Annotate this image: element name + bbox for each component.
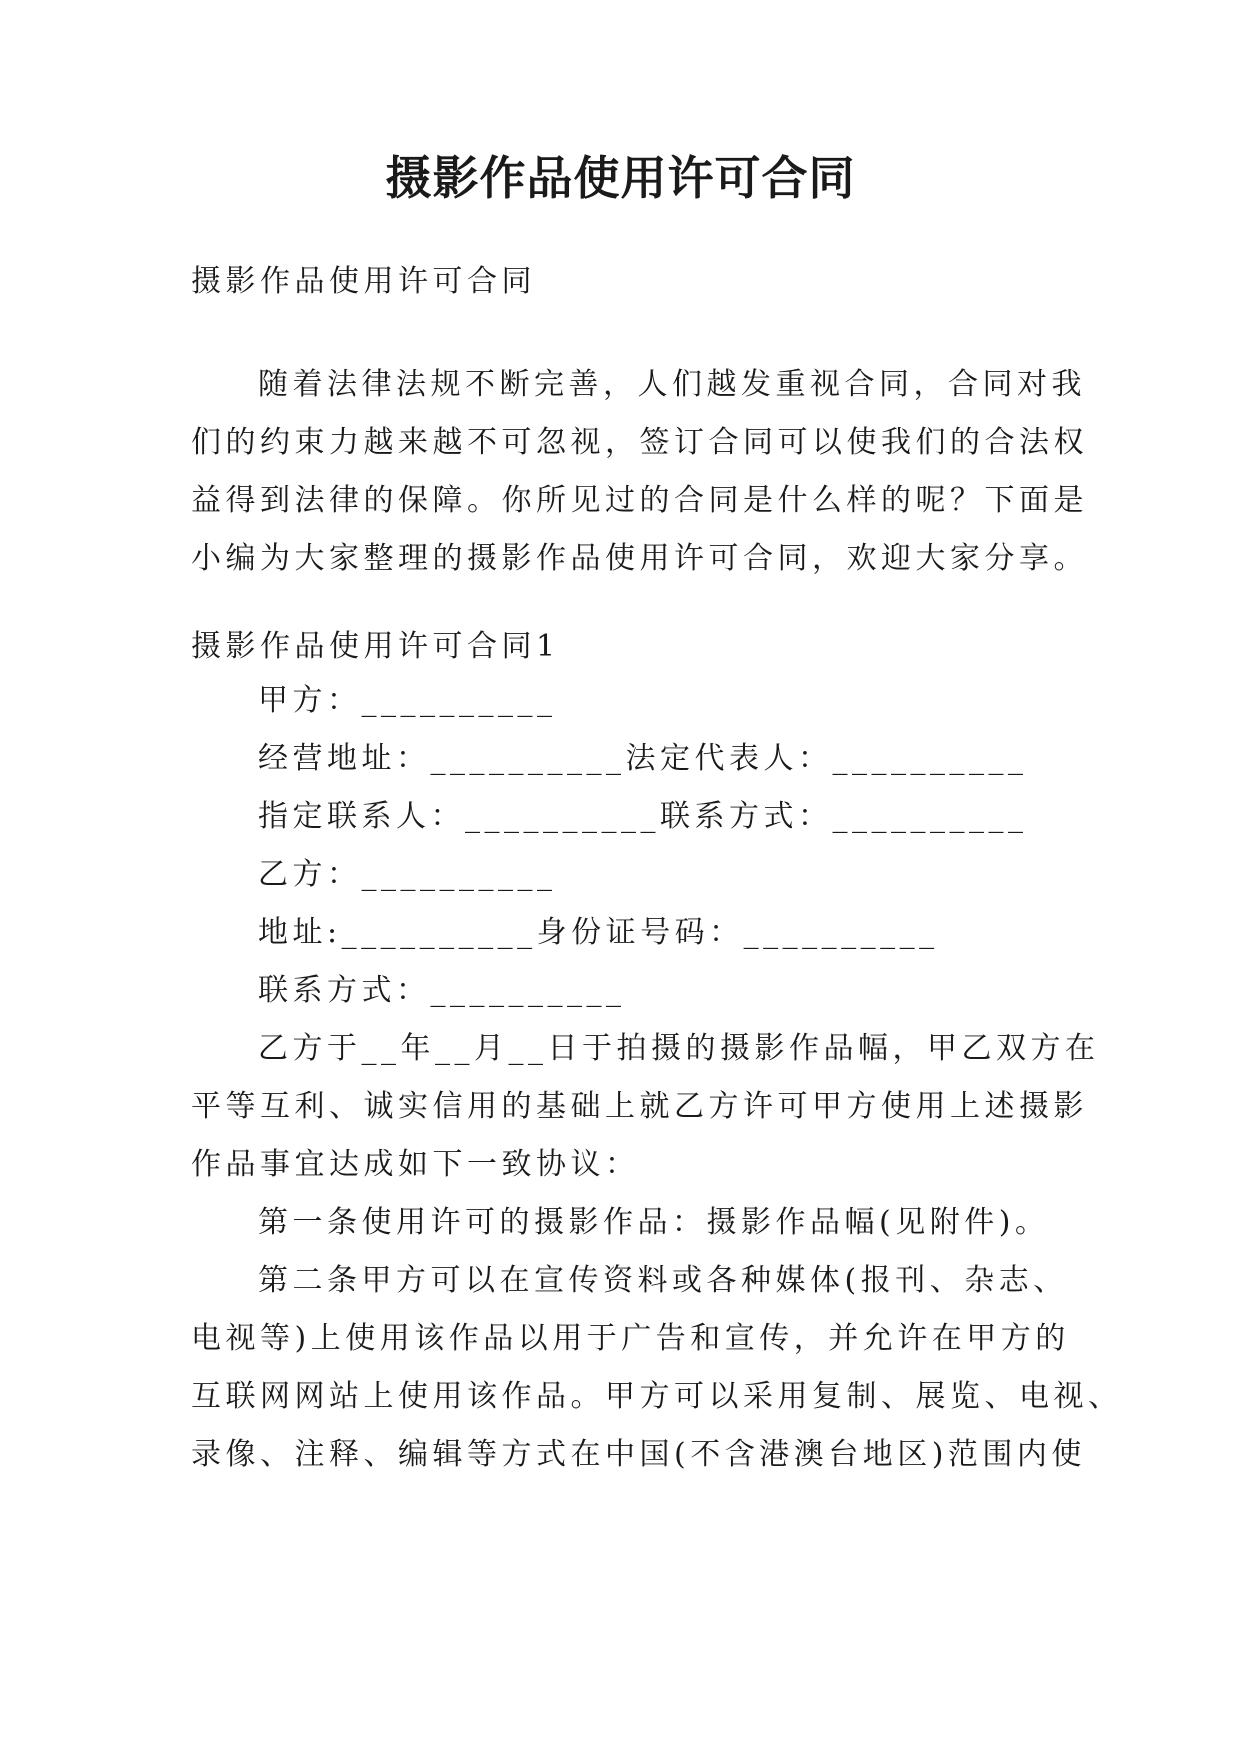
- section-heading-text: 摄影作品使用许可合同1: [191, 629, 560, 664]
- subtitle-text: 摄影作品使用许可合同: [191, 264, 536, 299]
- party-fields: [191, 672, 1061, 1020]
- article-1-line: 第一条使用许可的摄影作品：摄影作品幅(见附件)。: [258, 1205, 1050, 1240]
- document-subtitle: [191, 253, 1061, 311]
- body-line: 平等互利、诚实信用的基础上就乙方许可甲方使用上述摄影: [191, 1089, 1088, 1124]
- intro-paragraph: [191, 356, 1088, 588]
- body-line: 乙方于__年__月__日于拍摄的摄影作品幅，甲乙双方在: [258, 1031, 1100, 1066]
- intro-line: 小编为大家整理的摄影作品使用许可合同，欢迎大家分享。: [191, 541, 1088, 576]
- intro-line: 们的约束力越来越不可忽视，签订合同可以使我们的合法权: [191, 425, 1088, 460]
- document-title: 摄影作品使用许可合同: [385, 151, 856, 205]
- business-address-field: 经营地址：__________法定代表人：__________: [258, 741, 1028, 776]
- intro-line: 随着法律法规不断完善，人们越发重视合同，合同对我: [258, 367, 1086, 402]
- contract-body: [191, 1020, 1123, 1484]
- body-line: 录像、注释、编辑等方式在中国(不含港澳台地区)范围内使: [191, 1437, 1086, 1472]
- contact-method-field: 联系方式：__________: [258, 973, 626, 1008]
- body-line: 作品事宜达成如下一致协议：: [191, 1147, 640, 1182]
- party-a-field: 甲方：__________: [258, 683, 557, 718]
- body-line: 电视等)上使用该作品以用于广告和宣传，并允许在甲方的: [191, 1321, 1070, 1356]
- contact-person-field: 指定联系人：__________联系方式：__________: [258, 799, 1028, 834]
- article-2-line: 第二条甲方可以在宣传资料或各种媒体(报刊、杂志、: [258, 1263, 1068, 1298]
- body-line: 互联网网站上使用该作品。甲方可以采用复制、展览、电视、: [191, 1379, 1123, 1414]
- party-b-field: 乙方：__________: [258, 857, 557, 892]
- section-heading: [191, 618, 1061, 676]
- intro-line: 益得到法律的保障。你所见过的合同是什么样的呢？下面是: [191, 483, 1088, 518]
- address-id-field: 地址:__________身份证号码：__________: [258, 915, 939, 950]
